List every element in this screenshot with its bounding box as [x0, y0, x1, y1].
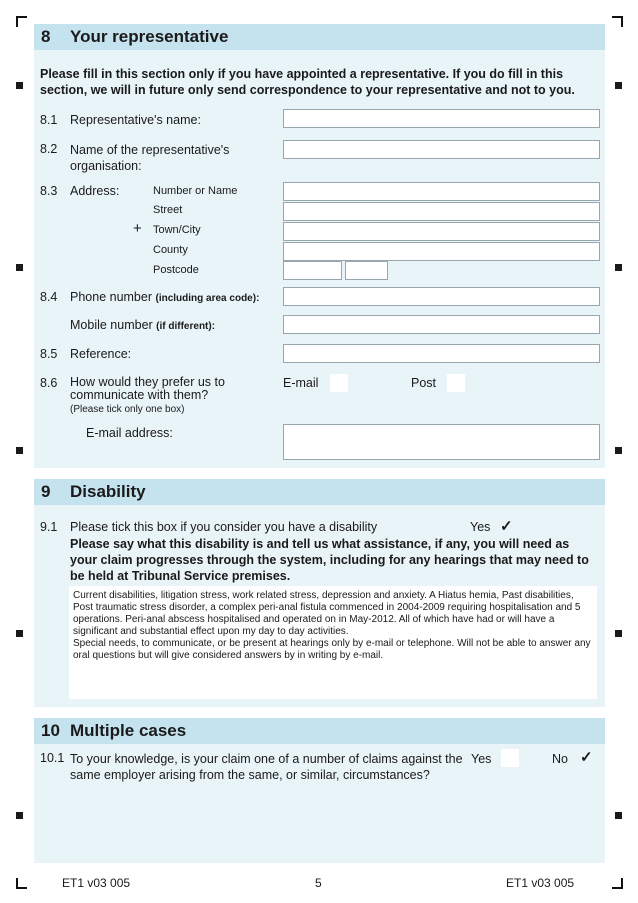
mobile-label: [70, 318, 215, 332]
section-header: [34, 718, 605, 744]
section-number: 9: [41, 482, 51, 501]
email-address-input[interactable]: [283, 424, 600, 460]
mobile-input[interactable]: [283, 315, 600, 334]
footer-form-code-right: ET1 v03 005: [506, 876, 575, 890]
disability-answer-box[interactable]: [69, 586, 597, 699]
phone-label-note: (including area code):: [155, 293, 260, 304]
plus-icon: +: [133, 220, 142, 237]
communication-preference-label: How would they prefer us to communicate with them?: [70, 375, 225, 402]
post-option-checkbox[interactable]: [447, 374, 465, 392]
address-number-input[interactable]: [283, 182, 600, 201]
section-intro: Please fill in this section only if you have appointed a representative. If you do fill in this section, we will in future only send correspondence to your representative and not to you.: [40, 67, 575, 97]
question-number: 8.4: [40, 290, 58, 304]
section-header: [34, 24, 605, 50]
disability-answer-text: Current disabilities, litigation stress, work related stress, depression and anxiety. A Hiatus hemia, Past disabilities, Post traumatic stress disorder, a complex peri-anal fistula commenced in 2004-2009 requiring hospitalisation and 5 operations. Peri-anal abscess hospitalised and operated on in May-2012. All of which have had or will have a significant and substantial effect upon my day to day activities.: [73, 590, 581, 637]
email-option-label: E-mail: [283, 376, 319, 390]
mobile-label-text: Mobile number: [70, 318, 153, 332]
address-street-input[interactable]: [283, 202, 600, 221]
address-line-label: Postcode: [153, 264, 199, 276]
crop-mark-bottom-right: [612, 878, 623, 889]
communication-preference-note: (Please tick only one box): [70, 404, 185, 415]
disability-yes-checkbox[interactable]: ✓: [500, 518, 513, 535]
representative-name-label: Representative's name:: [70, 113, 201, 127]
section-number: 10: [41, 721, 60, 740]
organisation-label: Name of the representative's organisation:: [70, 143, 230, 173]
crop-mark-bottom-left: [16, 878, 27, 889]
section-title: Multiple cases: [70, 721, 187, 740]
address-line-label: Town/City: [153, 224, 201, 236]
question-number: 8.2: [40, 142, 58, 156]
postcode-input-part2[interactable]: [345, 261, 388, 280]
section-representative: [34, 24, 605, 468]
reference-label: Reference:: [70, 347, 132, 361]
address-town-input[interactable]: [283, 222, 600, 241]
page-number: 5: [315, 876, 322, 890]
multiple-cases-yes-checkbox[interactable]: [501, 749, 519, 767]
representative-name-input[interactable]: [283, 109, 600, 128]
organisation-input[interactable]: [283, 140, 600, 159]
registration-mark: [16, 264, 23, 271]
disability-question-label: Please tick this box if you consider you have a disability: [70, 520, 378, 534]
crop-mark-top-left: [16, 16, 27, 27]
question-number: 9.1: [40, 520, 58, 534]
registration-mark: [16, 82, 23, 89]
section-title: Disability: [70, 482, 146, 501]
address-line-label: Number or Name: [153, 185, 238, 197]
disability-yes-label: Yes: [470, 520, 491, 534]
registration-mark: [615, 447, 622, 454]
question-number: 8.5: [40, 347, 58, 361]
section-disability: [34, 479, 605, 707]
phone-label-text: Phone number: [70, 290, 153, 304]
footer-form-code-left: ET1 v03 005: [62, 876, 131, 890]
crop-mark-top-right: [612, 16, 623, 27]
multiple-cases-no-checkbox[interactable]: ✓: [580, 749, 593, 766]
address-label: Address:: [70, 184, 120, 198]
disability-assistance-prompt: Please say what this disability is and tell us what assistance, if any, you will need as your claim progresses through the system, including for any hearings that may need to be held at Tribunal Service premises.: [70, 537, 589, 583]
registration-mark: [615, 812, 622, 819]
question-number: 8.3: [40, 184, 58, 198]
reference-input[interactable]: [283, 344, 600, 363]
registration-mark: [615, 82, 622, 89]
phone-input[interactable]: [283, 287, 600, 306]
section-multiple-cases: [34, 718, 605, 863]
email-option-checkbox[interactable]: [330, 374, 348, 392]
post-option-label: Post: [411, 376, 437, 390]
mobile-label-note: (if different):: [156, 321, 216, 332]
address-line-label: Street: [153, 204, 183, 216]
multiple-cases-no-label: No: [552, 752, 568, 766]
registration-mark: [16, 447, 23, 454]
multiple-cases-question-label: To your knowledge, is your claim one of a number of claims against the same employer arising from the same, or similar, circumstances?: [70, 752, 463, 782]
registration-mark: [16, 812, 23, 819]
section-title: Your representative: [70, 27, 229, 46]
phone-label: [70, 290, 259, 304]
question-number: 8.1: [40, 113, 58, 127]
multiple-cases-yes-label: Yes: [471, 752, 492, 766]
postcode-input-part1[interactable]: [283, 261, 342, 280]
section-header: [34, 479, 605, 505]
registration-mark: [615, 630, 622, 637]
question-number: 10.1: [40, 751, 65, 765]
email-address-label: E-mail address:: [86, 426, 173, 440]
registration-mark: [615, 264, 622, 271]
registration-mark: [16, 630, 23, 637]
address-county-input[interactable]: [283, 242, 600, 261]
address-line-label: County: [153, 244, 188, 256]
disability-answer-text: Special needs, to communicate, or be present at hearings only by e-mail or telephone. Will not be able to answer any oral questions but will give considered answers by in writing by e-mail.: [73, 638, 591, 661]
question-number: 8.6: [40, 376, 58, 390]
section-number: 8: [41, 27, 51, 46]
